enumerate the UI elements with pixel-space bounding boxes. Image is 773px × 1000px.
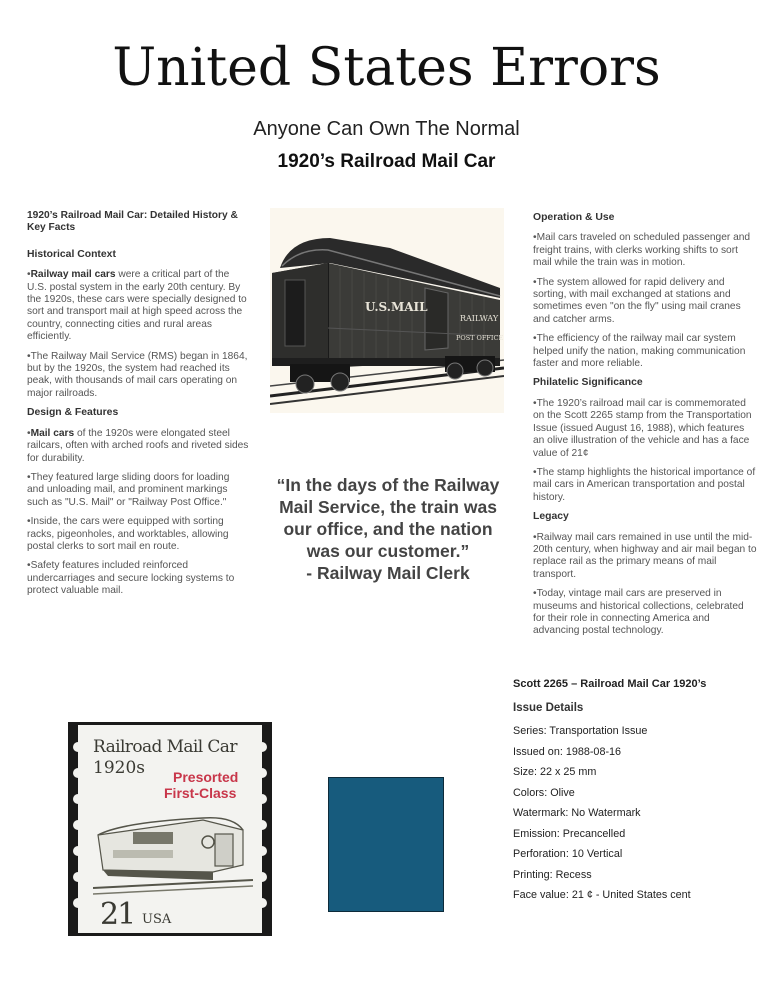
paragraph: •Safety features included reinforced undercarriages and secure locking systems to protect valuable mail. [27,560,235,597]
perforation [257,742,267,752]
bold-lead: Mail cars [30,427,75,439]
perforation [73,768,83,778]
perforation [73,872,83,882]
left-column [27,210,249,605]
paragraph-text: were a critical part of the U.S. postal system in the early 20th century. By the 1920s, these cars were specially designed to sort and transport mail at high speed across the country, connecting cities and rural areas efficiently. [27,269,247,343]
page-subtitle: Anyone Can Own The Normal [253,118,520,140]
page-title: United States Errors [112,38,661,98]
paragraph: •Inside, the cars were equipped with sorting racks, pigeonholes, and worktables, allowing postal clerks to sort mail en route. [27,516,229,552]
stamp-face [78,725,262,933]
svg-text:POST OFFICE: POST OFFICE [456,334,504,342]
section-historical-context [27,249,249,400]
detail-series: Series: Transportation Issue [513,725,648,737]
detail-printing: Printing: Recess [513,868,592,881]
section-heading: Legacy [533,511,569,523]
stamp-title: Railroad Mail Car [93,737,237,757]
detail-perforation: Perforation: 10 Vertical [513,848,623,860]
color-swatch [328,777,444,912]
paragraph: •The 1920’s railroad mail car is commemorated on the Scott 2265 stamp from the Transportation Issue (issued August 16, 1988), which features an olive illustration of the vehicle and has a face value of 21¢ [533,397,752,459]
stamp-value: 21 [100,897,135,932]
detail-colors: Colors: Olive [513,786,575,799]
details-heading: Issue Details [513,702,584,714]
section-heading: Philatelic Significance [533,377,643,389]
paragraph: •Railway mail cars were a critical part of the U.S. postal system in the early 20th century. By the 1920s, these cars were specially designed to sort and transport mail at high speed across the country, connecting cities and rural areas efficiently. [27,269,247,343]
right-column [533,212,758,645]
perforation [73,898,83,908]
paragraph-text: The 1920’s railroad mail car is commemorated on the Scott 2265 stamp from the Transportation Issue (issued August 16, 1988), which features an olive illustration of the vehicle and has a face value of 21¢ [533,397,752,459]
stamp-year: 1920s [93,758,145,778]
detail-watermark: Watermark: No Watermark [513,807,641,819]
paragraph: •The efficiency of the railway mail car system helped unify the nation, making communication faster and more reliable. [533,333,746,370]
detail-face-value: Face value: 21 ¢ - United States cent [513,889,691,901]
quote-block [272,474,504,584]
details-title: Scott 2265 – Railroad Mail Car 1920’s [513,678,707,690]
stamp-image [68,722,272,936]
railway-mail-car-icon [270,208,504,413]
paragraph-text: Safety features included reinforced undercarriages and secure locking systems to protect valuable mail. [27,560,235,597]
issue-details [513,678,763,910]
paragraph: •The system allowed for rapid delivery and sorting, with mail exchanged at stations and sometimes even "on the fly" using mail cranes and catcher arms. [533,276,741,325]
perforation [257,898,267,908]
paragraph: •Mail cars traveled on scheduled passenger and freight trains, with clerks working shifts to sort mail while the train was in motion. [533,232,751,269]
paragraph-text: of the 1920s were elongated steel railcars, often with arched roofs and riveted sides for durability. [27,427,249,464]
topic-heading: 1920’s Railroad Mail Car [277,151,496,172]
svg-text:RAILWAY: RAILWAY [460,314,499,323]
perforation [257,794,267,804]
section-heading: Operation & Use [533,212,615,223]
perforation [73,742,83,752]
paragraph-text: The stamp highlights the historical importance of mail cars in American transportation and postal history. [533,466,756,503]
paragraph-text: Today, vintage mail cars are preserved in museums and historical collections, celebrated for their role in connecting America and advancing postal technology. [533,588,744,637]
paragraph-text: Mail cars traveled on scheduled passenger and freight trains, with clerks working shifts to sort mail while the train was in motion. [533,232,751,269]
stamp-overprint-line2: First-Class [164,785,237,801]
perforation [73,846,83,856]
paragraph: •They featured large sliding doors for loading and unloading mail, and prominent markings such as "U.S. Mail" or "Railway Post Office." [27,471,230,508]
paragraph: •The stamp highlights the historical importance of mail cars in American transportation and postal history. [533,466,756,503]
section-design-features [27,407,249,597]
paragraph: •Today, vintage mail cars are preserved in museums and historical collections, celebrated for their role in connecting America and advancing postal technology. [533,588,744,637]
perforation [257,872,267,882]
paragraph-text: The efficiency of the railway mail car system helped unify the nation, making communication faster and more reliable. [533,333,746,370]
quote-attribution: - Railway Mail Clerk [306,563,470,583]
stamp-train-icon [93,810,253,900]
paragraph-text: Railway mail cars remained in use until the mid-20th century, when highway and air mail began to replace rail as the primary means of mail transport. [533,531,757,580]
section-legacy [533,511,758,638]
paragraph: •The Railway Mail Service (RMS) began in 1864, but by the 1920s, the system had reached its peak, with thousands of mail cars operating on major railroads. [27,350,248,399]
stamp-country: USA [142,912,172,927]
paragraph: •Railway mail cars remained in use until the mid-20th century, when highway and air mail began to replace rail as the primary means of mail transport. [533,531,757,580]
doc-heading: 1920’s Railroad Mail Car: Detailed History & Key Facts [27,210,238,234]
detail-issued-on: Issued on: 1988-08-16 [513,745,622,758]
stamp-overprint-line1: Presorted [173,769,239,785]
section-heading: Design & Features [27,407,119,419]
paragraph-text: They featured large sliding doors for loading and unloading mail, and prominent markings such as "U.S. Mail" or "Railway Post Office." [27,471,230,508]
mail-car-illustration [270,208,504,413]
perforation [257,820,267,830]
paragraph-text: The Railway Mail Service (RMS) began in 1864, but by the 1920s, the system had reached its peak, with thousands of mail cars operating on major railroads. [27,350,248,399]
paragraph-text: Inside, the cars were equipped with sorting racks, pigeonholes, and worktables, allowing postal clerks to sort mail en route. [27,516,229,552]
perforation [73,820,83,830]
paragraph-text: The system allowed for rapid delivery and sorting, with mail exchanged at stations and sometimes even "on the fly" using mail cranes and catcher arms. [533,276,741,325]
section-heading: Historical Context [27,248,116,260]
detail-size: Size: 22 x 25 mm [513,766,597,778]
bold-lead: Railway mail cars [30,269,116,281]
perforation [257,846,267,856]
perforation [73,794,83,804]
svg-text:U.S.MAIL: U.S.MAIL [365,300,428,314]
quote-text: “In the days of the Railway Mail Service, the train was our office, and the nation was our customer.” [276,475,500,561]
perforation [257,768,267,778]
paragraph: •Mail cars of the 1920s were elongated steel railcars, often with arched roofs and riveted sides for durability. [27,427,249,464]
section-philatelic-significance [533,377,758,504]
detail-emission: Emission: Precancelled [513,827,626,840]
section-operation-use [533,212,758,370]
